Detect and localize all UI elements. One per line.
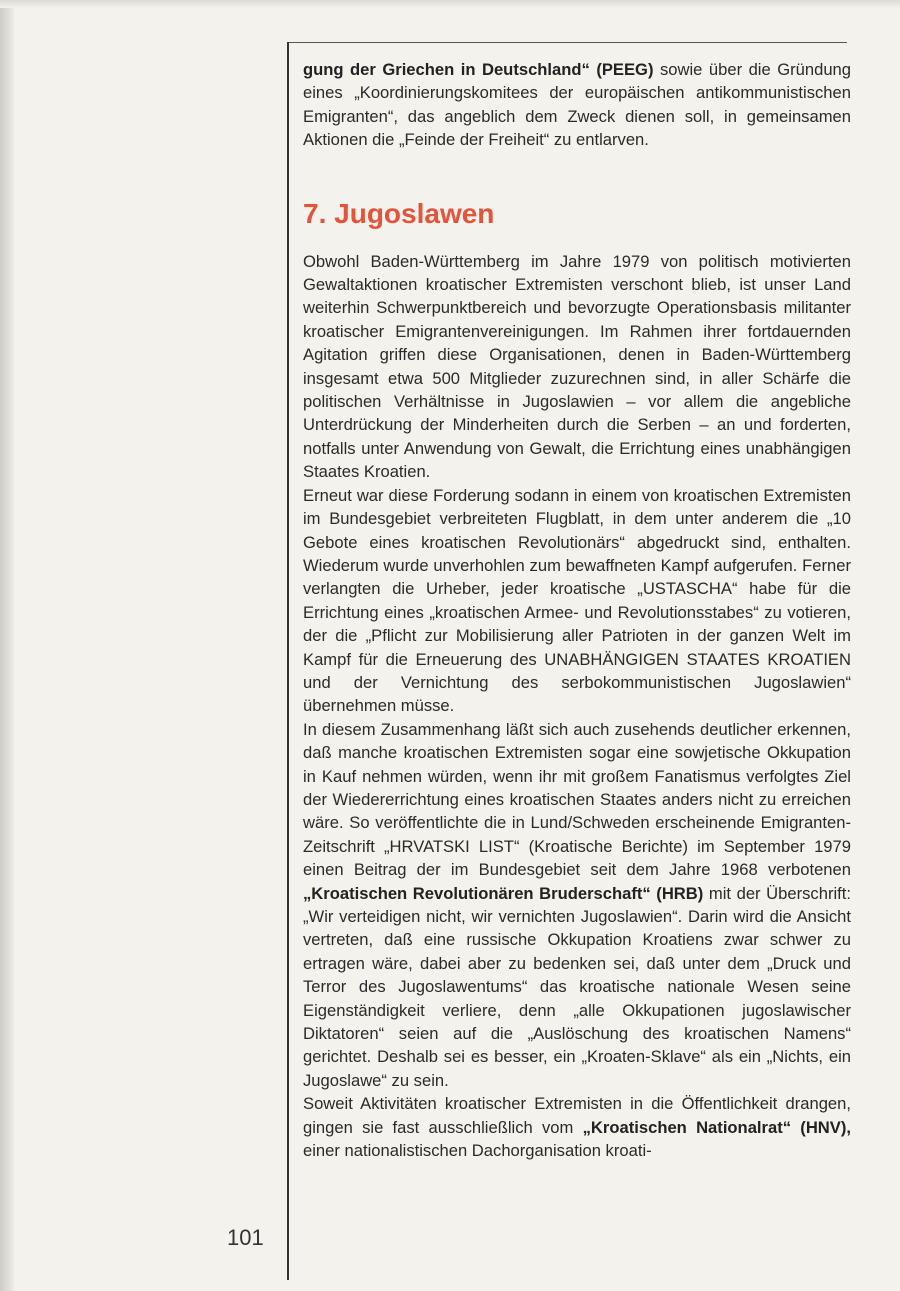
paragraph-3-text-b: mit der Überschrift: „Wir verteidigen nicht, wir vernichten Jugoslawien“. Darin wird die Ansicht vertreten, daß eine russische Okkupation Kroatiens zwar schwer zu ertragen wäre, dabei aber zu bedenken sei, daß unter dem „Druck und Terror des Jugoslawentums“ das kroatische nationale Wesen seine Eigenständigkeit verliere, denn „alle Okkupationen jugoslawischer Diktatoren“ seien auf die „Auslöschung des kroatischen Namens“ gerichtet. Deshalb sei es besser, ein „Kroaten-Sklave“ als ein „Nichts, ein Jugoslawe“ zu sein. xyxy=(303,883,851,1090)
paragraph-3 xyxy=(303,718,851,1093)
column-rule xyxy=(287,42,289,1280)
paragraph-3-text-a: In diesem Zusammenhang läßt sich auch zusehends deutlicher erkennen, daß manche kroatischen Extremisten sogar eine sowjetische Okkupation in Kauf nehmen würden, wenn ihr mit großem Fanatismus verfolgtes Ziel der Wiedererrichtung eines kroatischen Staates anders nicht zu erreichen wäre. So veröffentlichte die in Lund/Schweden erscheinende Emigranten-Zeitschrift „HRVATSKI LIST“ (Kroatische Berichte) im September 1979 einen Beitrag der im Bundesgebiet seit dem Jahre 1968 verbotenen xyxy=(303,719,851,880)
paragraph-1: Obwohl Baden-Württemberg im Jahre 1979 von politisch motivierten Gewaltaktionen kroatischer Extremisten verschont blieb, ist unser Land weiterhin Schwerpunktbereich und bevorzugte Operationsbasis militanter kroatischer Emigrantenvereinigungen. Im Rahmen ihrer fortdauernden Agitation griffen diese Organisationen, denen in Baden-Württemberg insgesamt etwa 500 Mitglieder zuzurechnen sind, in aller Schärfe die politischen Verhältnisse in Jugoslawien – vor allem die angebliche Unterdrückung der Minderheiten durch die Serben – an und forderten, notfalls unter Anwendung von Gewalt, die Errichtung eines unabhängigen Staates Kroatien. xyxy=(303,251,851,482)
intro-paragraph xyxy=(303,58,851,152)
paragraph-4 xyxy=(303,1092,851,1162)
section-number: 7. xyxy=(303,197,327,229)
paragraph-2: Erneut war diese Forderung sodann in einem von kroatischen Extremisten im Bundesgebiet verbreiteten Flugblatt, in dem unter anderem die „10 Gebote eines kroatischen Revolutionärs“ abgedruckt sind, enthalten. Wiederum wurde unverhohlen zum bewaffneten Kampf aufgerufen. Ferner verlangten die Urheber, jeder kroatische „USTASCHA“ habe für die Errichtung eines „kroatischen Armee- und Revolutionsstabes“ zu votieren, der die „Pflicht zur Mobilisierung aller Patrioten in der ganzen Welt im Kampf für die Erneuerung des UNABHÄNGIGEN STAATES KROATIEN und der Vernichtung des serbokommunistischen Jugoslawien“ übernehmen müsse. xyxy=(303,485,851,716)
text-column xyxy=(303,58,851,1162)
paragraph-4-text-b: einer nationalistischen Dachorganisation kroati- xyxy=(303,1141,652,1161)
intro-text: sowie über die Gründung eines „Koordinierungskomitees der europäischen antikommunistischen Emigranten“, das angeblich dem Zweck dienen soll, in gemeinsamen Aktionen die „Feinde der Freiheit“ zu entlarven. xyxy=(303,60,852,150)
hrb-bold-term: „Kroatischen Revolutionären Bruderschaft“ (HRB) xyxy=(303,883,704,903)
column-top-rule xyxy=(287,42,847,43)
hnv-bold-term: „Kroatischen Nationalrat“ (HNV), xyxy=(582,1117,851,1137)
paragraph-4-text-a: Soweit Aktivitäten kroatischer Extremisten in die Öffentlichkeit drangen, gingen sie fast ausschließlich vom xyxy=(303,1094,851,1137)
scan-shadow-top xyxy=(0,0,900,8)
intro-bold-term: gung der Griechen in Deutschland“ (PEEG) xyxy=(303,60,654,79)
section-heading xyxy=(303,198,851,230)
scan-shadow-left xyxy=(0,0,14,1291)
page-number: 101 xyxy=(227,1225,264,1250)
section-title: Jugoslawen xyxy=(334,197,495,229)
